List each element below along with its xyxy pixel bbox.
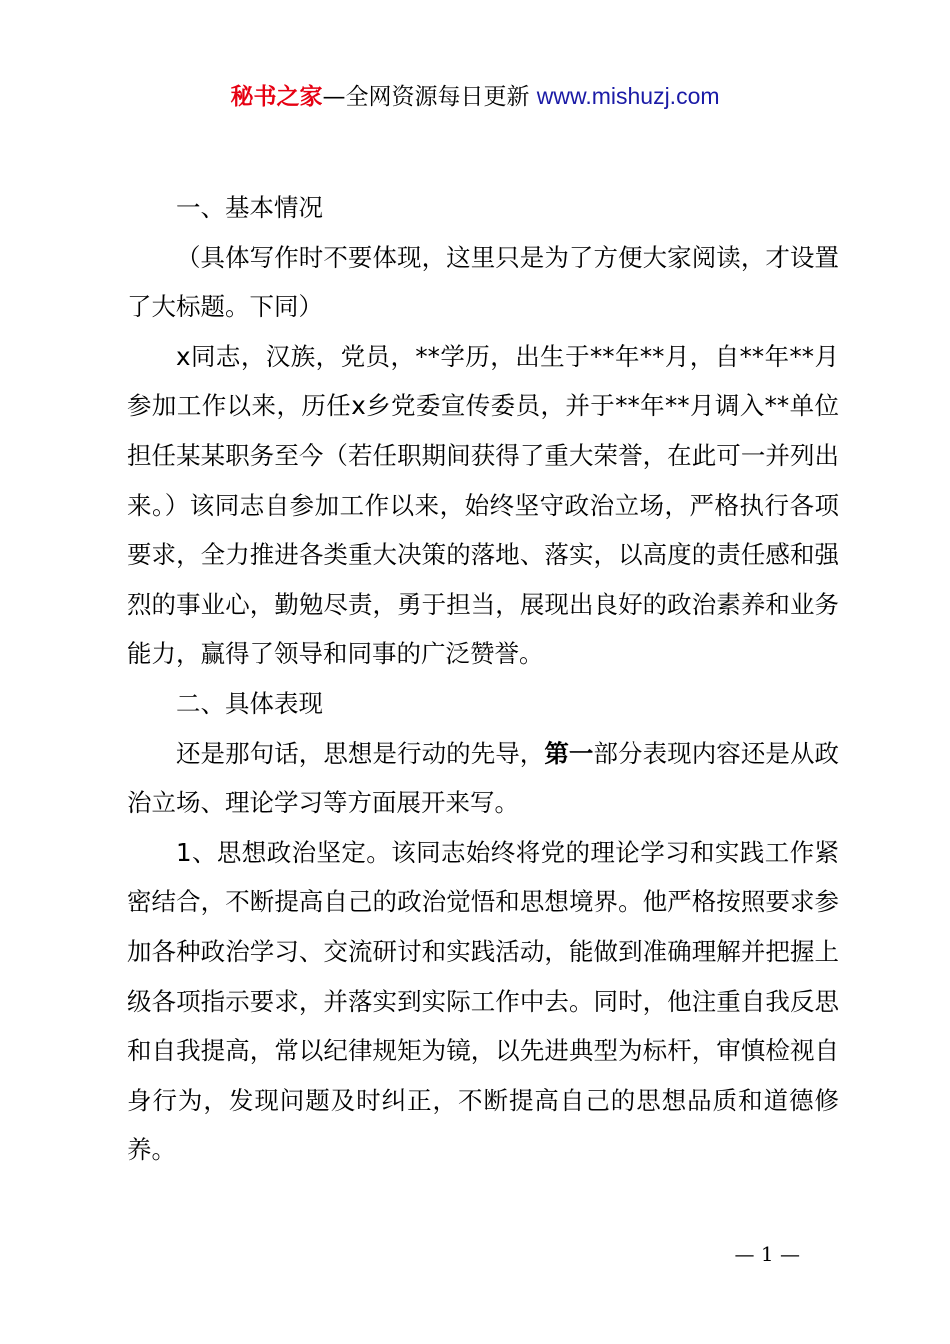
- section-heading-basic-info: 一、基本情况: [176, 193, 323, 222]
- paragraph-intro-start: 还是那句话，思想是行动的先导，: [176, 738, 545, 768]
- document-body: [127, 183, 839, 1175]
- brand-name: 秘书之家: [230, 84, 323, 110]
- page-header: [0, 80, 950, 113]
- paragraph-intro: [127, 729, 839, 828]
- paragraph-note: （具体写作时不要体现，这里只是为了方便大家阅读，才设置了大标题。下同）: [127, 242, 839, 322]
- paragraph-intro-bold: 第一: [544, 738, 594, 768]
- header-slogan: —全网资源每日更新: [322, 84, 537, 110]
- website-url[interactable]: www.mishuzj.com: [536, 83, 720, 109]
- page-number: — 1 —: [734, 1242, 800, 1266]
- paragraph-basic-info: x同志，汉族，党员，**学历，出生于**年**月，自**年**月参加工作以来，历任x乡党委宣传委员，并于**年**月调入**单位担任某某职务至今（若任职期间获得了重大荣誉，在此可一并列出来。）该同志自参加工作以来，始终坚守政治立场，严格执行各项要求，全力推进各类重大决策的落地、落实，以高度的责任感和强烈的事业心，勤勉尽责，勇于担当，展现出良好的政治素养和业务能力，赢得了领导和同事的广泛赞誉。: [127, 341, 839, 669]
- paragraph-ideology: 1、思想政治坚定。该同志始终将党的理论学习和实践工作紧密结合，不断提高自己的政治觉悟和思想境界。他严格按照要求参加各种政治学习、交流研讨和实践活动，能做到准确理解并把握上级各项指示要求，并落实到实际工作中去。同时，他注重自我反思和自我提高，常以纪律规矩为镜，以先进典型为标杆，审慎检视自身行为，发现问题及时纠正，不断提高自己的思想品质和道德修养。: [127, 837, 839, 1165]
- section-heading-performance: 二、具体表现: [176, 688, 323, 718]
- paragraph-intro-end: 部分表现内容还是从政治立场、理论学习等方面展开来写。: [127, 738, 840, 818]
